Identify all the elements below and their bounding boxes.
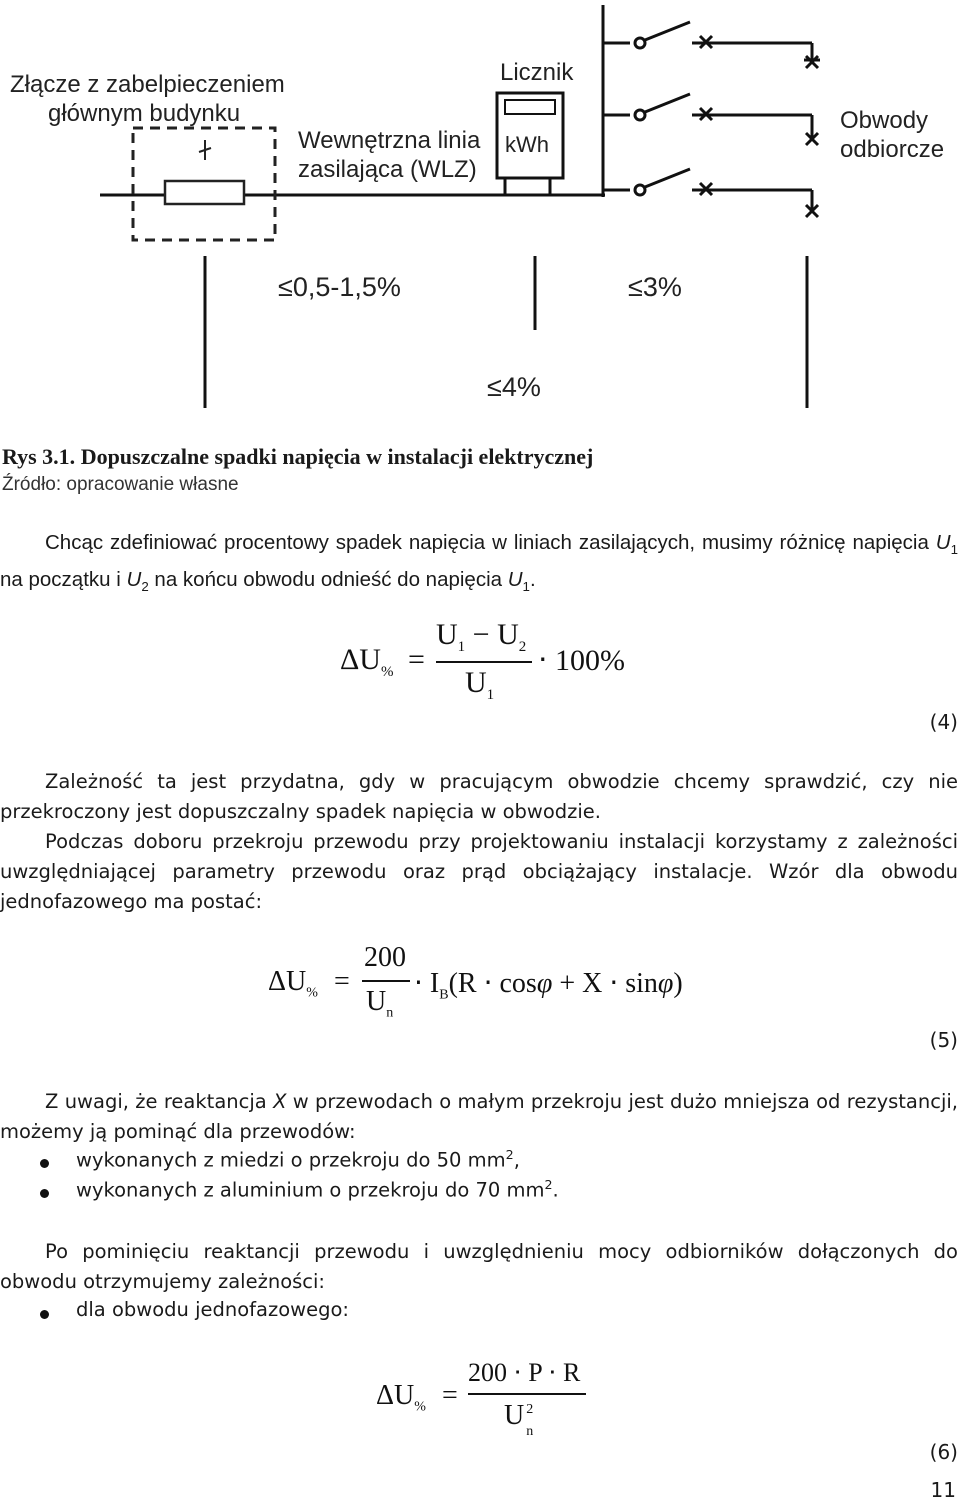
circuits-label-line2: odbiorcze bbox=[840, 136, 945, 163]
fuse-symbol bbox=[165, 181, 244, 204]
list-item-text: wykonanych z aluminium o przekroju do 70 $mm^2$. bbox=[76, 1177, 559, 1202]
bullet-dot-icon bbox=[40, 1310, 49, 1319]
figure-caption bbox=[2, 444, 593, 470]
drop-circuits-value: ≤3% bbox=[628, 272, 682, 302]
list-item-text: dla obwodu jednofazowego: bbox=[76, 1298, 349, 1321]
paragraph-usefulness: Zależność ta jest przydatna, gdy w pracującym obwodzie chcemy sprawdzić, czy nie przekroczony jest dopuszczalny spadek napięcia w obwodzie. bbox=[0, 770, 958, 823]
meter-unit-label: kWh bbox=[505, 132, 549, 157]
circuits-label bbox=[840, 106, 944, 164]
connector-label-line1: Złącze z zabelpieczeniem bbox=[10, 71, 285, 98]
eq5-lhs: $\Delta U_{\%}$ bbox=[268, 966, 318, 1001]
eq4-numerator: $U_1 - U_2$ bbox=[436, 618, 527, 655]
equation-6 bbox=[376, 1358, 636, 1438]
eq6-fraction-bar bbox=[468, 1393, 586, 1395]
eq4-equals: = bbox=[408, 643, 425, 676]
circuit-lines bbox=[603, 22, 820, 210]
bullet-dot-icon bbox=[40, 1159, 49, 1168]
para1-text-c: na końcu obwodu odnieść do napięcia bbox=[148, 568, 508, 592]
wlz-label-line2: zasilająca (WLZ) bbox=[298, 156, 477, 183]
para1-text-a: Chcąc zdefiniować procentowy spadek napięcia w liniach zasilających, musimy różnicę napięcia bbox=[45, 531, 936, 554]
equation-4 bbox=[340, 618, 640, 713]
equation-6-number: (6) bbox=[929, 1440, 958, 1464]
eq5-rest: ⋅ $I_B(R \cdot \cos\varphi + X \cdot \sin\varphi)$ bbox=[414, 968, 683, 1003]
eq4-multiplier: ⋅ 100% bbox=[538, 644, 626, 677]
figure-title: Dopuszczalne spadki napięcia w instalacji elektrycznej bbox=[75, 444, 594, 469]
paragraph-cross-section: Podczas doboru przekroju przewodu przy projektowaniu instalacji korzystamy z zależności uwzględniającej parametry przewodu oraz prąd obciążający instalacje. Wzór dla obwodu jednofazowego ma postać: bbox=[0, 830, 958, 913]
paragraph-voltage-drop-definition bbox=[0, 528, 958, 602]
eq5-fraction-bar bbox=[362, 980, 410, 982]
paragraph-reactance: Z uwagi, że reaktancja X w przewodach o małym przekroju jest dużo mniejsza od rezystancji, możemy ją pominąć dla przewodów: bbox=[0, 1090, 958, 1143]
eq4-denominator: $U_1$ bbox=[465, 666, 495, 703]
reactance-symbol: X bbox=[273, 1090, 287, 1113]
eq4-fraction-bar bbox=[436, 661, 532, 663]
para1-u1-sub: 1 bbox=[950, 542, 958, 558]
drop-total-value: ≤4% bbox=[487, 372, 541, 402]
meter-label: Licznik bbox=[500, 59, 574, 86]
eq4-lhs: $\Delta U_{\%}$ bbox=[340, 643, 394, 680]
wlz-label bbox=[298, 126, 480, 184]
eq6-denominator: U 2 n bbox=[504, 1400, 534, 1439]
eq5-equals: = bbox=[334, 966, 350, 997]
para1-u3-sub: 1 bbox=[522, 579, 530, 595]
list-item-text: wykonanych z miedzi o przekroju do 50 $mm^2$, bbox=[76, 1147, 520, 1172]
drop-wlz-value: ≤0,5-1,5% bbox=[278, 272, 401, 302]
paragraph-power-relation: Po pominięciu reaktancji przewodu i uwzględnieniu mocy odbiorników dołączonych do obwodu otrzymujemy zależności: bbox=[0, 1240, 958, 1293]
voltage-drop-diagram bbox=[0, 0, 960, 420]
equation-5-number: (5) bbox=[929, 1028, 958, 1052]
equation-4-number: (4) bbox=[929, 710, 958, 734]
para1-u2-sub: 2 bbox=[141, 579, 149, 595]
para1-u1: U bbox=[935, 531, 951, 554]
wlz-label-line1: Wewnętrzna linia bbox=[298, 127, 481, 154]
eq5-denominator: $U_n$ bbox=[366, 986, 394, 1021]
eq6-lhs: $\Delta U_{\%}$ bbox=[376, 1380, 426, 1415]
eq4-lhs-sub: % bbox=[380, 664, 394, 680]
bullet-dot-icon bbox=[40, 1189, 49, 1198]
equation-5 bbox=[268, 942, 718, 1027]
connector-label bbox=[10, 70, 285, 128]
figure-source: Źródło: opracowanie własne bbox=[2, 474, 239, 495]
para1-text-b: na początku i bbox=[0, 568, 127, 592]
para1-text-d: . bbox=[529, 568, 536, 592]
eq6-numerator: 200 ⋅ P ⋅ R bbox=[468, 1358, 581, 1387]
eq5-numerator: 200 bbox=[364, 942, 406, 973]
circuits-label-line1: Obwody bbox=[840, 107, 929, 134]
eq6-equals: = bbox=[442, 1380, 458, 1411]
page-number: 11 bbox=[930, 1478, 956, 1502]
para1-u3: U bbox=[507, 568, 523, 592]
figure-number: Rys 3.1. bbox=[2, 444, 76, 469]
connector-label-line2: głównym budynku bbox=[48, 100, 241, 127]
para1-u2: U bbox=[126, 568, 142, 592]
